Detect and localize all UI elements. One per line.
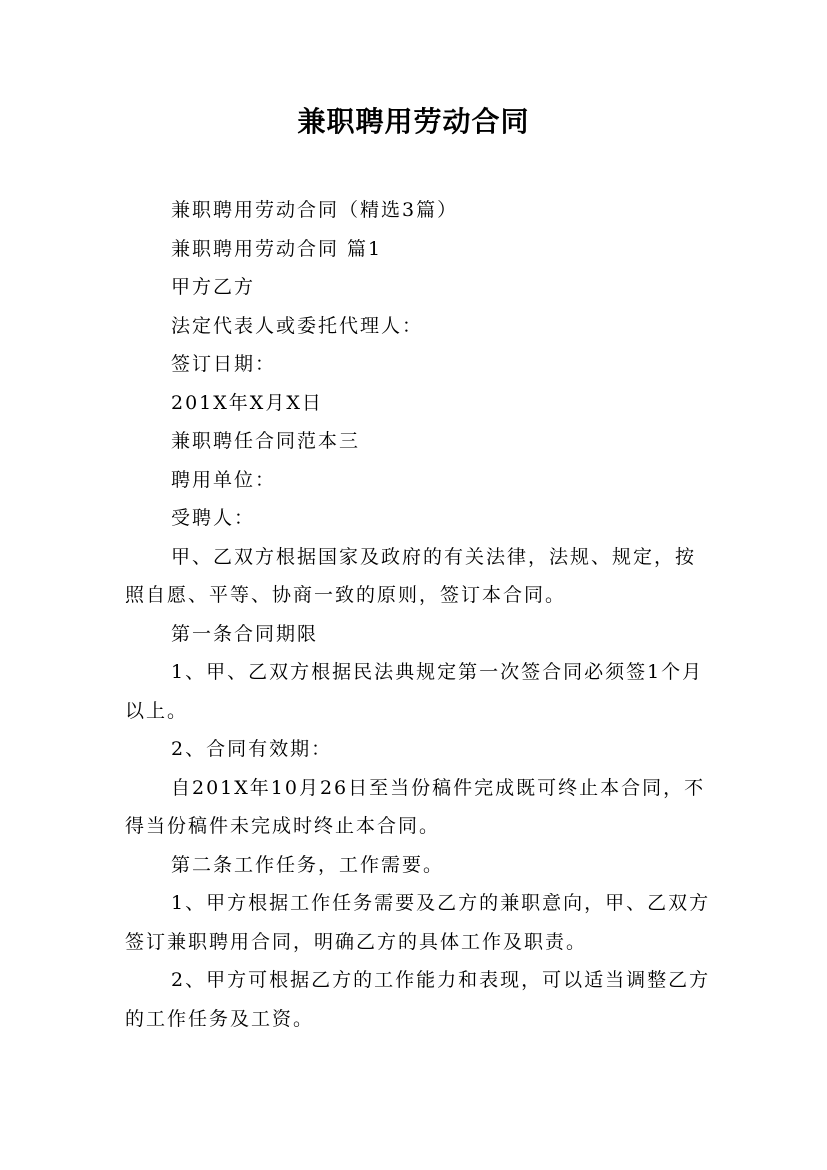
paragraph-article-1-item-2: 2、合同有效期：: [171, 738, 333, 760]
paragraph-signing-date-label: 签订日期：: [171, 353, 277, 375]
paragraph-section-heading: 兼职聘用劳动合同 篇1: [171, 237, 383, 260]
paragraph-employee: 受聘人：: [171, 507, 256, 529]
paragraph-article-2-heading: 第二条工作任务，工作需要。: [171, 853, 445, 876]
paragraph-preamble: 甲、乙双方根据国家及政府的有关法律，法规、规定，按照自愿、平等、协商一致的原则，签订本合同。: [125, 545, 697, 606]
paragraph-article-2-item-1: 1、甲方根据工作任务需要及乙方的兼职意向，甲、乙双方签订兼职聘用合同，明确乙方的具体工作及职责。: [125, 892, 711, 953]
paragraph-parties: 甲方乙方: [171, 276, 256, 298]
document-title: 兼职聘用劳动合同: [297, 105, 530, 138]
paragraph-validity-period: 自201X年10月26日至当份稿件完成既可终止本合同，不得当份稿件未完成时终止本合同。: [125, 776, 706, 837]
document-body: [125, 191, 715, 1038]
paragraph-legal-representative: 法定代表人或委托代理人：: [171, 314, 424, 337]
paragraph-article-1-item-1: 1、甲、乙双方根据民法典规定第一次签合同必须签1个月以上。: [125, 661, 704, 722]
paragraph-template-title: 兼职聘任合同范本三: [171, 430, 361, 452]
paragraph-article-2-item-2: 2、甲方可根据乙方的工作能力和表现，可以适当调整乙方的工作任务及工资。: [125, 969, 711, 1030]
paragraph-employer: 聘用单位：: [171, 468, 277, 491]
paragraph-collection-title: 兼职聘用劳动合同（精选3篇）: [171, 199, 459, 221]
paragraph-article-1-heading: 第一条合同期限: [171, 622, 319, 645]
paragraph-signing-date: 201X年X月X日: [171, 391, 323, 414]
